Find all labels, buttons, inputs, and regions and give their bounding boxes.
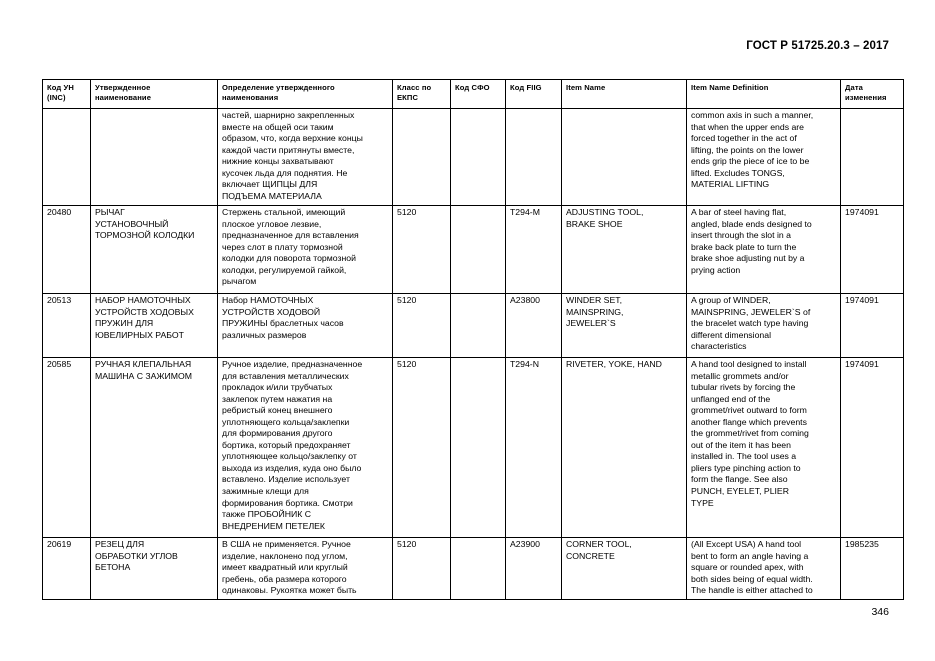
cell-code — [43, 109, 91, 206]
cell-name: НАБОР НАМОТОЧНЫХ УСТРОЙСТВ ХОДОВЫХ ПРУЖИН ДЛЯ ЮВЕЛИРНЫХ РАБОТ — [91, 294, 218, 358]
header-item-name: Item Name — [562, 80, 687, 109]
header-code-inc: Код УН (INC) — [43, 80, 91, 109]
table-row — [43, 358, 904, 538]
cell-fiig: T294-M — [506, 206, 562, 294]
cell-class: 5120 — [393, 206, 451, 294]
cell-date: 1974091 — [841, 294, 904, 358]
cell-item-name: CORNER TOOL, CONCRETE — [562, 538, 687, 600]
cell-item-definition: (All Except USA) A hand tool bent to form an angle having a square or rounded apex, with both sides being of equal width. The handle is either attached to — [687, 538, 841, 600]
cell-definition: Набор НАМОТОЧНЫХ УСТРОЙСТВ ХОДОВОЙ ПРУЖИНЫ браслетных часов различных размеров — [218, 294, 393, 358]
cell-fiig: A23900 — [506, 538, 562, 600]
cell-item-definition: A bar of steel having flat, angled, blade ends designed to insert through the slot in a brake back plate to turn the brake shoe adjusting nut by a prying action — [687, 206, 841, 294]
cell-class — [393, 109, 451, 206]
cell-fiig: T294-N — [506, 358, 562, 538]
cell-sfo — [451, 538, 506, 600]
cell-code: 20619 — [43, 538, 91, 600]
cell-item-name: ADJUSTING TOOL, BRAKE SHOE — [562, 206, 687, 294]
cell-item-definition: A hand tool designed to install metallic grommets and/or tubular rivets by forcing the unflanged end of the grommet/rivet outward to form another flange which prevents the grommet/rivet from coming out of the item it has been installed in. The tool uses a pliers type pinching action to form the flange. See also PUNCH, EYELET, PLIER TYPE — [687, 358, 841, 538]
table-row — [43, 294, 904, 358]
cell-fiig — [506, 109, 562, 206]
cell-name: РЫЧАГ УСТАНОВОЧНЫЙ ТОРМОЗНОЙ КОЛОДКИ — [91, 206, 218, 294]
cell-sfo — [451, 109, 506, 206]
cell-sfo — [451, 294, 506, 358]
cell-code: 20480 — [43, 206, 91, 294]
table-row — [43, 206, 904, 294]
cell-code: 20513 — [43, 294, 91, 358]
cell-item-name — [562, 109, 687, 206]
table-header-row — [43, 80, 904, 109]
table-row — [43, 109, 904, 206]
header-approved-name-definition: Определение утвержденного наименования — [218, 80, 393, 109]
cell-class: 5120 — [393, 358, 451, 538]
cell-sfo — [451, 358, 506, 538]
cell-date: 1974091 — [841, 358, 904, 538]
cell-definition: В США не применяется. Ручное изделие, наклонено под углом, имеет квадратный или круглый гребень, оба размера которого одинаковы. Рукоятка может быть — [218, 538, 393, 600]
header-fiig-code: Код FIIG — [506, 80, 562, 109]
cell-name: РУЧНАЯ КЛЕПАЛЬНАЯ МАШИНА С ЗАЖИМОМ — [91, 358, 218, 538]
header-sfo-code: Код СФО — [451, 80, 506, 109]
cell-sfo — [451, 206, 506, 294]
cell-item-definition: A group of WINDER, MAINSPRING, JEWELER`S of the bracelet watch type having different dimensional characteristics — [687, 294, 841, 358]
cell-date — [841, 109, 904, 206]
cell-definition: частей, шарнирно закрепленных вместе на общей оси таким образом, что, когда верхние концы каждой части притянуты вместе, нижние концы захватывают кусочек льда для поднятия. Не включает ЩИПЦЫ ДЛЯ ПОДЪЕМА МАТЕРИАЛА — [218, 109, 393, 206]
page-number: 346 — [871, 606, 889, 618]
cell-item-name: RIVETER, YOKE, HAND — [562, 358, 687, 538]
cell-class: 5120 — [393, 538, 451, 600]
cell-name — [91, 109, 218, 206]
cell-date: 1974091 — [841, 206, 904, 294]
cell-date: 1985235 — [841, 538, 904, 600]
cell-code: 20585 — [43, 358, 91, 538]
header-change-date: Дата изменения — [841, 80, 904, 109]
header-item-name-definition: Item Name Definition — [687, 80, 841, 109]
header-approved-name: Утвержденное наименование — [91, 80, 218, 109]
document-code: ГОСТ Р 51725.20.3 – 2017 — [746, 40, 889, 52]
cell-fiig: A23800 — [506, 294, 562, 358]
cell-name: РЕЗЕЦ ДЛЯ ОБРАБОТКИ УГЛОВ БЕТОНА — [91, 538, 218, 600]
cell-class: 5120 — [393, 294, 451, 358]
header-ekps-class: Класс по ЕКПС — [393, 80, 451, 109]
cell-definition: Ручное изделие, предназначенное для вставления металлических прокладок и/или трубчатых заклепок путем нажатия на ребристый конец внешнего уплотняющего кольца/заклепки для формирования другого бортика, который предохраняет уплотняющее кольцо/заклепку от выхода из изделия, куда оно было вставлено. Изделие использует зажимные клещи для формирования бортика. Смотри также ПРОБОЙНИК С ВНЕДРЕНИЕМ ПЕТЕЛЕК — [218, 358, 393, 538]
classification-table — [42, 79, 904, 600]
cell-item-definition: common axis in such a manner, that when the upper ends are forced together in the act of lifting, the points on the lower ends grip the piece of ice to be lifted. Excludes TONGS, MATERIAL LIFTING — [687, 109, 841, 206]
table-row — [43, 538, 904, 600]
cell-item-name: WINDER SET, MAINSPRING, JEWELER`S — [562, 294, 687, 358]
cell-definition: Стержень стальной, имеющий плоское угловое лезвие, предназначенное для вставления через слот в плату тормозной колодки для поворота тормозной колодки, регулируемой гайкой, рычагом — [218, 206, 393, 294]
